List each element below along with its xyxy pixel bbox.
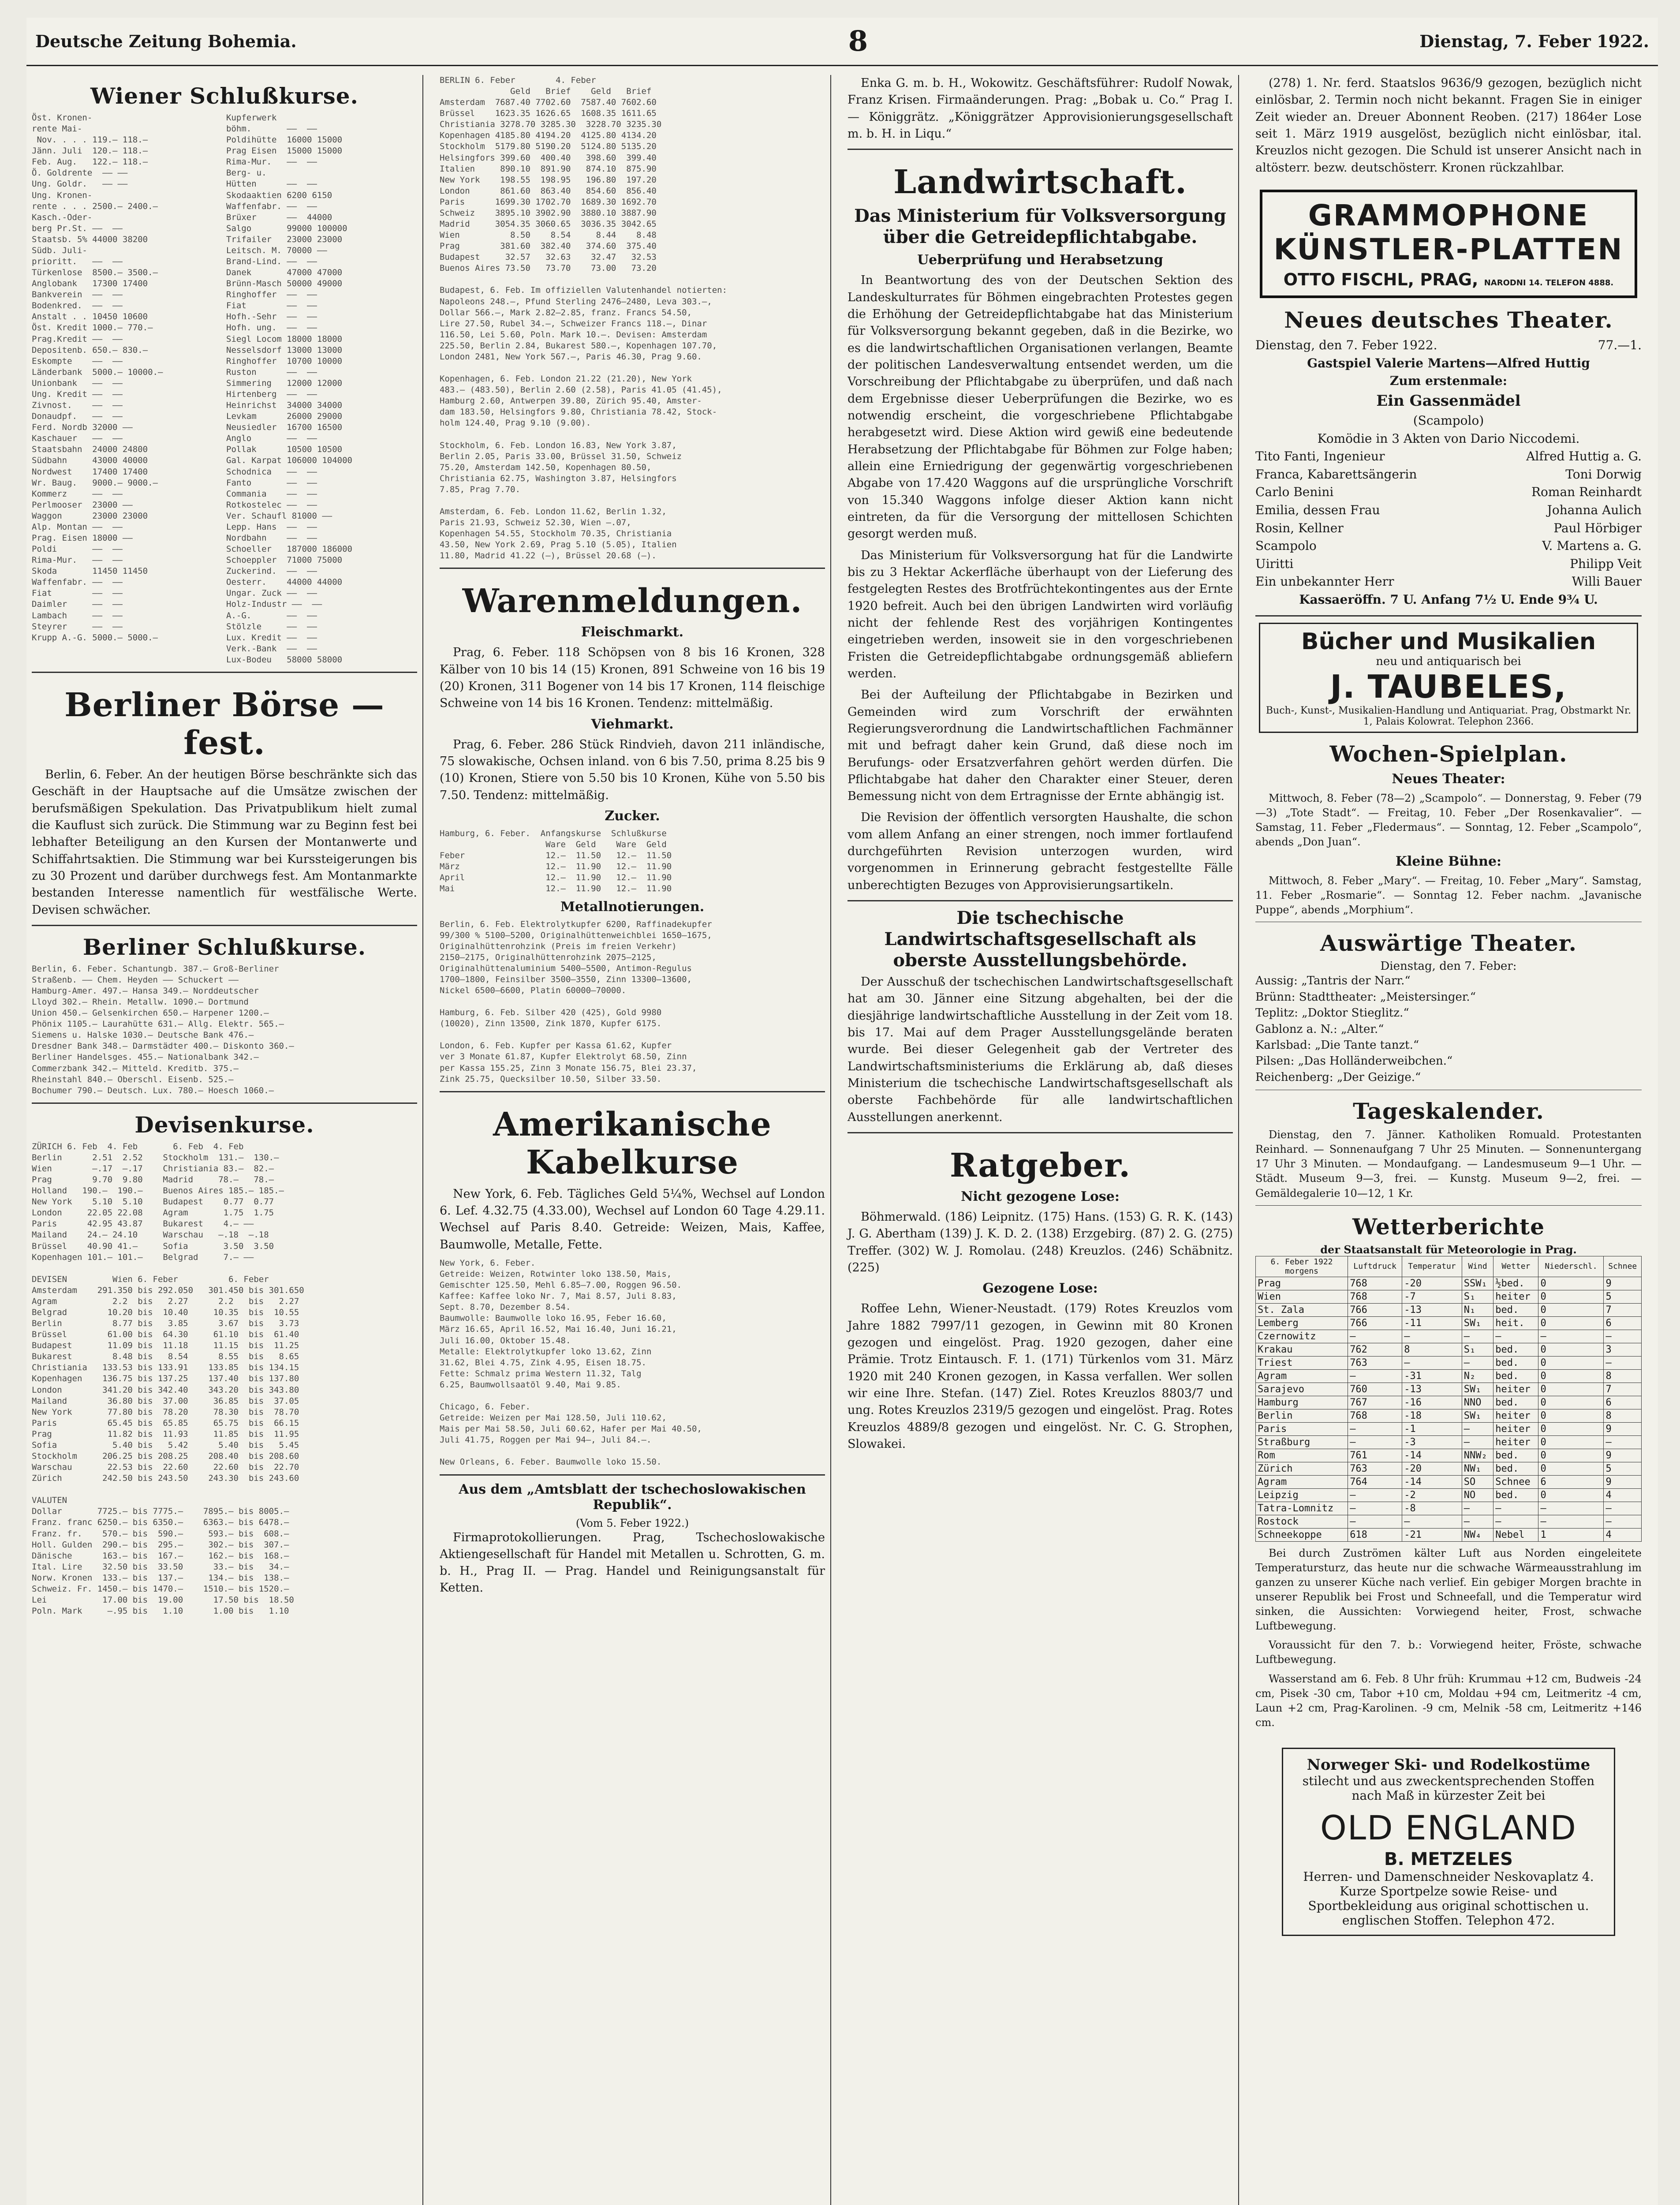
divider <box>847 900 1233 901</box>
weather-table: 6. Feber 1922 morgens Luftdruck Temperatur Wind Wetter Niederschl. Schnee Prag 768 -20 SSW₁ ½bed. 0 9 Wien 768 -7 S₁ heiter 0 5 St. Zala 766 -13 N₁ bed. 0 7 Lemberg 766 -11 SW₁ heit. 0 6 Czernowitz — — — — — — Krakau 762 8 S₁ bed. 0 3 Triest 763 — — bed. 0 — Agram — -31 N₂ bed. 0 8 Sarajevo 760 -13 SW₁ heiter 0 7 Hamburg 767 -16 NNO bed. 0 6 Berlin 768 -18 SW₁ heiter 0 8 Paris — -1 — heiter 0 9 Straßburg — -3 — heiter 0 — Rom 761 -14 NNW₂ bed. 0 9 Zürich 763 -20 NW₁ bed. 0 5 Agram 764 -14 SO Schnee 6 9 Leipzig — -2 NO bed. 0 4 Tatra-Lomnitz — -8 — — — — Rostock — — — — — — Schneekoppe 618 -21 NW₄ Nebel 1 4 <box>1255 1256 1642 1542</box>
amerika-text: New York, 6. Feb. Tägliches Geld 5¼%, Wechsel auf London 6. Lef. 4.32.75 (4.33.00), Wechsel auf London 60 Tage 4.29.11. Wechsel auf Paris 8.40. Getreide: Weizen, Mais, Kaffee, Baumwolle, Metalle, Fette. <box>440 1187 825 1252</box>
subsection-gezogene: Gezogene Lose: <box>982 1281 1098 1297</box>
stock-ticker-right: Kupferwerk böhm. —— —— Poldihütte 16000 15000 Prag Eisen 15000 15000 Rima-Mur. —— —— Berg- u. Hütten —— —— Skodaaktien 6200 6150 Waffenfabr. —— —— Brüxer —— 44000 Salgo 99000 100000 Trifailer 23000 23000 Leitsch. M. 70000 —— Brand-Lind. —— —— Danek 47000 47000 Brünn-Masch 50000 49000 Ringhoffer —— —— Fiat —— —— Hofh.-Sehr —— —— Hofh. ung. —— —— Siegl Locom 18000 18000 Nesselsdorf 13000 13000 Ringhoffer 10700 10000 Ruston —— —— Simmering 12000 12000 Hirtenberg —— —— Heinrichst 34000 34000 Levkam 26000 29000 Neusiedler 16700 16500 Anglo —— —— Pollak 10500 10500 Gal. Karpat 106000 104000 Schodnica —— —— Fanto —— —— Commania —— —— Rotkostelec —— —— Ver. Schaufl 81000 —— Lepp. Hans —— —— Nordbahn —— —— Schoeller 187000 186000 Schoeppler 71000 75000 Zuckerind. —— —— Oesterr. 44000 44000 Ungar. Zuck —— —— Holz-Industr —— —— A.-G. —— —— Stölzle —— —— Lux. Kredit —— —— Verk.-Bank —— —— Lux-Bodeu 58000 58000 <box>226 113 352 665</box>
article-paragraph-3: Bei der Aufteilung der Pflichtabgabe in Bezirken und Gemeinden wird zum Vorschrift der erwähnten Regierungsverordnung die Landwirtschaftlichen Fachmänner mit und befragt daher kein Grund, daß diese noch im Berufungs- oder Ersatzverfahren gehört werden dürfen. Die Pflichtabgabe hat daher den Charakter einer Steuer, deren Bemessung nicht von dem Ertragnisse der Ernte abhängig ist. <box>847 688 1233 804</box>
article-paragraph-1: In Beantwortung des von der Deutschen Sektion des Landeskulturrates für Böhmen eingebrachten Protestes gegen die Erhöhung der Getreidepflichtabgabe hat das Ministerium für Volksversorgung bekannt gegeben, daß in die Bezirke, wo es die landwirtschaftlichen Organisationen verlangen, Beamte der politischen Landesverwaltung entsendet werden, um die Vorschreibung der Pflichtabgabe zu überprüfen, und daß nach dem Ergebnisse dieser Ueberprüfungen die Bezirke, wo es notwendig erscheint, die vorgeschriebene Pflichtabgabe herabgesetzt wird. Diese Aktion wird gewiß eine bedeutende Herabsetzung der Pflichtabgabe für Böhmen zur Folge haben; allein eine Erniedrigung der gegenwärtig vorgeschriebenen Abgabe von 17.420 Waggons auf die ursprüngliche Vorschrift von 15.340 Waggons infolge dieser Aktion kann nicht eintreten, da für die Versorgung der mittellosen Schichten gesorgt werden muß. <box>847 273 1233 541</box>
advert-line: OTTO FISCHL, PRAG, NARODNI 14. TELEFON 4888. <box>1283 269 1614 289</box>
auswaertige-list <box>1255 973 1642 1085</box>
weather-row: Paris — -1 — heiter 0 9 <box>1256 1422 1642 1435</box>
section-title-warenmeldungen: Warenmeldungen. <box>462 582 803 620</box>
weather-row: Prag 768 -20 SSW₁ ½bed. 0 9 <box>1256 1277 1642 1290</box>
weather-row: Triest 763 — — bed. 0 — <box>1256 1356 1642 1369</box>
devisenkurse-table: ZÜRICH 6. Feb 4. Feb 6. Feb 4. Feb Berlin 2.51 2.52 Stockholm 131.— 130.— Wien —.17 —.17 Christiania 83.— 82.— Prag 9.70 9.80 Madrid 78.— 78.— Holland 190.— 190.— Buenos Aires 185.— 185.— New York 5.10 5.10 Budapest 0.77 0.77 London 22.05 22.08 Agram 1.75 1.75 Paris 42.95 43.87 Bukarest 4.— —— Mailand 24.— 24.10 Warschau —.18 —.18 Brüssel 40.90 41.— Sofia 3.50 3.50 Kopenhagen 101.— 101.— Belgrad 7.— —— DEVISEN Wien 6. Feber 6. Feber Amsterdam 291.350 bis 292.050 301.450 bis 301.650 Agram 2.2 bis 2.27 2.2 bis 2.27 Belgrad 10.20 bis 10.40 10.35 bis 10.55 Berlin 8.77 bis 3.85 3.67 bis 3.73 Brüssel 61.00 bis 64.30 61.10 bis 61.40 Budapest 11.09 bis 11.18 11.15 bis 11.25 Bukarest 8.48 bis 8.54 8.55 bis 8.65 Christiania 133.53 bis 133.91 133.85 bis 134.15 Kopenhagen 136.75 bis 137.25 137.40 bis 137.80 London 341.20 bis 342.40 343.20 bis 343.80 Mailand 36.80 bis 37.00 36.85 bis 37.05 New York 77.80 bis 78.20 78.30 bis 78.70 Paris 65.45 bis 65.85 65.75 bis 66.15 Prag 11.82 bis 11.93 11.85 bis 11.95 Sofia 5.40 bis 5.42 5.40 bis 5.45 Stockholm 206.25 bis 208.25 208.40 bis 208.60 Warschau 22.53 bis 22.60 22.60 bis 22.70 Zürich 242.50 bis 243.50 243.30 bis 243.60 VALUTEN Dollar 7725.— bis 7775.— 7895.— bis 8005.— Franz. franc 6250.— bis 6350.— 6363.— bis 6478.— Franz. fr. 570.— bis 590.— 593.— bis 608.— Holl. Gulden 290.— bis 295.— 302.— bis 307.— Dänische 163.— bis 167.— 162.— bis 168.— Ital. Lire 32.50 bis 33.50 33.— bis 34.— Norw. Kronen 133.— bis 137.— 134.— bis 138.— Schweiz. Fr. 1450.— bis 1470.— 1510.— bis 1520.— Lei 17.00 bis 19.00 17.50 bis 18.50 Poln. Mark —.95 bis 1.10 1.00 bis 1.10 <box>32 1141 304 1616</box>
weather-row: Straßburg — -3 — heiter 0 — <box>1256 1435 1642 1449</box>
divider <box>32 925 417 926</box>
section-title-tageskalender: Tageskalender. <box>1353 1098 1544 1125</box>
zucker-table: Hamburg, 6. Feber. Anfangskurse Schlußkurse Ware Geld Ware Geld Feber 12.— 11.50 12.— 11.50 März 12.— 11.90 12.— 11.90 April 12.— 11.90 12.— 11.90 Mai 12.— 11.90 12.— 11.90 <box>440 829 672 894</box>
divider <box>847 1132 1233 1133</box>
newspaper-page <box>26 18 1658 2205</box>
subsection-zucker: Zucker. <box>605 808 660 824</box>
berlin-devisen-table: BERLIN 6. Feber 4. Feber Geld Brief Geld Brief Amsterdam 7687.40 7702.60 7587.40 7602.60 Brüssel 1623.35 1626.65 1608.35 1611.65 Christiania 3278.70 3285.30 3228.70 3235.30 Kopenhagen 4185.80 4194.20 4125.80 4134.20 Stockholm 5179.80 5190.20 5124.80 5135.20 Helsingfors 399.60 400.40 398.60 399.40 Italien 890.10 891.90 874.10 875.90 New York 198.55 198.95 196.80 197.20 London 861.60 863.40 854.60 856.40 Paris 1699.30 1702.70 1689.30 1692.70 Schweiz 3895.10 3902.90 3880.10 3887.90 Madrid 3054.35 3060.65 3036.35 3042.65 Wien 8.50 8.54 8.44 8.48 Prag 381.60 382.40 374.60 375.40 Budapest 32.57 32.63 32.47 32.53 Buenos Aires 73.50 73.70 73.00 73.20 Budapest, 6. Feb. Im offiziellen Valutenhandel notierten: Napoleons 248.—, Pfund Sterling 2476—2480, Leva 303.—, Dollar 566.—, Mark 2.82—2.85, franz. Francs 54.50, Lire 27.50, Rubel 34.—, Schweizer Francs 118.—, Dinar 116.50, Lei 5.60, Poln. Mark 10.—. Devisen: Amsterdam 225.50, Berlin 2.84, Bukarest 580.—, Kopenhagen 107.70, London 2481, New York 567.—, Paris 46.30, Prag 9.60. Kopenhagen, 6. Feb. London 21.22 (21.20), New York 483.— (483.50), Berlin 2.60 (2.58), Paris 41.05 (41.45), Hamburg 2.60, Antwerpen 39.80, Zürich 95.40, Amster- dam 183.50, Helsingfors 9.80, Christiania 78.42, Stock- holm 124.40, Prag 9.10 (9.00). Stockholm, 6. Feb. London 16.83, New York 3.87, Berlin 2.05, Paris 33.00, Brüssel 31.50, Schweiz 75.20, Amsterdam 142.50, Kopenhagen 80.50, Christiania 62.75, Washington 3.87, Helsingfors 7.85, Prag 7.70. Amsterdam, 6. Feb. London 11.62, Berlin 1.32, Paris 21.93, Schweiz 52.30, Wien —.07, Kopenhagen 54.55, Stockholm 70.35, Christiania 43.50, New York 2.69, Prag 5.10 (5.05), Italien 11.80, Madrid 41.22 (—), Brüssel 20.68 (—). <box>440 75 728 561</box>
section-title-amerikanische-kabelkurse: Amerikanische Kabelkurse <box>493 1105 772 1181</box>
wasserstand-text: Wasserstand am 6. Feb. 8 Uhr früh: Krummau +12 cm, Budweis -24 cm, Pisek -30 cm, Tabor +10 cm, Moldau +94 cm, Leitmeritz -4 cm, Laun +2 cm, Prag-Karolinen. -9 cm, Melnik -58 cm, Leitmeritz +146 cm. <box>1255 1672 1642 1729</box>
weather-date-header: 6. Feber 1922 morgens <box>1256 1256 1348 1277</box>
wetter-text: Bei durch Zuströmen kälter Luft aus Norden eingeleitete Temperatursturz, das heute nur die schwache Wärmeausstrahlung im ganzen zu unserer Küche nach verlief. Ein gebiger Morgen brachte in unserer Republik bei Frost und Schneefall, und die Temperatur wird sinken, die Aussichten: Vorwiegend heiter, Frost, schwache Luftbewegung. <box>1255 1547 1642 1633</box>
auswaertige-item: Teplitz: „Doktor Stieglitz.“ <box>1255 1006 1409 1020</box>
article-subhead: Ueberprüfung und Herabsetzung <box>917 252 1163 268</box>
firmen-intro: Enka G. m. b. H., Wokowitz. Geschäftsführer: Rudolf Nowak, Franz Krisen. Firmaänderungen. Prag: „Bobak u. Co.“ Prag I. — Königgrätz. „Königgrätzer Approvisionierungsgesellschaft m. b. H. in Liqu.“ <box>847 76 1233 141</box>
divider <box>1255 1205 1642 1206</box>
section-title-auswaertige: Auswärtige Theater. <box>1320 930 1577 957</box>
cast-list <box>1255 448 1642 591</box>
cast-row: Franca, Kabarettsängerin Toni Dorwig <box>1255 467 1642 482</box>
divider <box>847 149 1233 150</box>
section-title-wiener-schlusskurse: Wiener Schlußkurse. <box>90 83 358 109</box>
viehmarkt-text: Prag, 6. Feber. 286 Stück Rindvieh, davon 211 inländische, 75 slowakische, Ochsen inland. von 6 bis 7.50, prima 8.25 bis 9 (10) Kronen, Stiere von 5.50 bis 10 Kronen, Kühe von 5.50 bis 7.50. Tendenz: mittelmäßig. <box>440 737 825 802</box>
cast-row: Emilia, dessen Frau Johanna Aulich <box>1255 503 1642 518</box>
weather-row: Rostock — — — — — — <box>1256 1515 1642 1528</box>
metall-table: Berlin, 6. Feb. Elektrolytkupfer 6200, Raffinadekupfer 99/300 % 5100—5200, Originalhüttenweichblei 1650—1675, Originalhüttenrohzink (Preis im freien Verkehr) 2150—2175, Originalhüttenrohzink 2075—2125, Originalhüttenaluminium 5400—5500, Antimon-Regulus 1700—1800, Feinsilber 3500—3550, Zinn 13300—13600, Nickel 6500—6600, Platin 60000—70000. Hamburg, 6. Feb. Silber 420 (425), Gold 9980 (10020), Zinn 13500, Zink 1870, Kupfer 6175. London, 6. Feb. Kupfer per Kassa 61.62, Kupfer ver 3 Monate 61.87, Kupfer Elektrolyt 68.50, Zinn per Kassa 155.25, Zinn 3 Monate 156.75, Blei 23.37, Zink 25.75, Quecksilber 10.50, Silber 33.50. <box>440 919 712 1084</box>
section-title-wetterberichte: Wetterberichte <box>1352 1213 1545 1240</box>
page-number: 8 <box>848 25 868 58</box>
auswaertige-item: Pilsen: „Das Holländerweibchen.“ <box>1255 1054 1453 1068</box>
masthead-date: Dienstag, 7. Feber 1922. <box>1419 31 1649 51</box>
section-title-berliner-boerse: Berliner Börse — fest. <box>64 686 385 762</box>
cast-row: Carlo Benini Roman Reinhardt <box>1255 485 1642 500</box>
auswaertige-item: Aussig: „Tantris der Narr.“ <box>1255 974 1411 988</box>
article-paragraph-5: Der Ausschuß der tschechischen Landwirtschaftsgesellschaft hat am 30. Jänner eine Sitzung abgehalten, bei der die diesjährige landwirtschaftliche Ausstellung in der Zeit vom 18. bis 17. Mai auf dem Prager Ausstellungsgelände beraten wurde. Bei dieser Gelegenheit gab der Vertreter des Landwirtschaftsministeriums die Erklärung ab, daß dieses Ministerium die tschechische Landwirtschaftsgesellschaft als oberste Fachbehörde für alle landwirtschaftlichen Ausstellungen anerkennt. <box>847 975 1233 1124</box>
weather-row: Rom 761 -14 NNW₂ bed. 0 9 <box>1256 1449 1642 1462</box>
advert-line: KÜNSTLER-PLATTEN <box>1273 232 1624 266</box>
wiener-stock-table <box>32 112 417 665</box>
column-2 <box>434 75 831 2205</box>
weather-row: Leipzig — -2 NO bed. 0 4 <box>1256 1488 1642 1502</box>
divider <box>32 1102 417 1104</box>
berliner-schlusskurse-list: Berlin, 6. Feber. Schantungb. 387.— Groß-Berliner Straßenb. —— Chem. Heyden —— Schuckert —— Hamburg-Amer. 497.— Hansa 349.— Norddeutscher Lloyd 302.— Rhein. Metallw. 1090.— Dortmund Union 450.— Gelsenkirchen 650.— Harpener 1200.— Phönix 1105.— Laurahütte 631.— Allg. Elektr. 565.— Siemens u. Halske 1030.— Deutsche Bank 476.— Dresdner Bank 348.— Darmstädter 400.— Diskonto 360.— Berliner Handelsges. 455.— Nationalbank 342.— Commerzbank 342.— Mitteld. Kreditb. 375.— Rheinstahl 840.— Oberschl. Eisenb. 525.— Bochumer 790.— Deutsch. Lux. 780.— Hoesch 1060.— <box>32 964 294 1095</box>
section-title-ratgeber: Ratgeber. <box>950 1147 1131 1185</box>
advert-line: GRAMMOPHONE <box>1308 198 1589 232</box>
page-header <box>26 18 1658 66</box>
article-headline-ministerium: Das Ministerium für Volksversorgung über die Getreidepflichtabgabe. <box>854 206 1226 248</box>
weather-row: Zürich 763 -20 NW₁ bed. 0 5 <box>1256 1462 1642 1475</box>
auswaertige-item: Gablonz a. N.: „Alter.“ <box>1255 1022 1384 1036</box>
subsection-viehmarkt: Viehmarkt. <box>591 716 674 732</box>
ratgeber-continued: (278) 1. Nr. ferd. Staatslos 9636/9 gezogen, bezüglich nicht einlösbar, 2. Termin noch nicht bekannt. Fragen Sie in einiger Zeit wieder an. Dreuer Abonnent Reoben. (217) 1864er Lose seit 1. März 1919 ausgelöst, bezüglich nicht einlösbar, ital. Kreuzlos nicht gezogen. Die Schuld ist unserer Ansicht nach in altösterr. bezw. deutschösterr. Kronen rückzahlbar. <box>1255 76 1642 175</box>
stock-ticker-left: Öst. Kronen- rente Mai- Nov. . . . 119.— 118.— Jänn. Juli 120.— 118.— Feb. Aug. 122.— 118.— Ö. Goldrente —— —— Ung. Goldr. —— —— Ung. Kronen- rente . . . 2500.— 2400.— Kasch.-Oder- berg Pr.St. —— —— Staatsb. 5% 44000 38200 Südb. Juli- prioritt. —— —— Türkenlose 8500.— 3500.— Anglobank 17300 17400 Bankverein —— —— Bodenkred. —— —— Anstalt . . 10450 10600 Öst. Kredit 1000.— 770.— Prag.Kredit —— —— Depositenb. 650.— 830.— Eskompte —— —— Länderbank 5000.— 10000.— Unionbank —— —— Ung. Kredit —— —— Zivnost. —— —— Donaudpf. —— —— Ferd. Nordb 32000 —— Kaschauer —— —— Staatsbahn 24000 24800 Südbahn 43000 40000 Nordwest 17400 17400 Wr. Baug. 9000.— 9000.— Kommerz —— —— Perlmooser 23000 —— Waggon 23000 23000 Alp. Montan —— —— Prag. Eisen 18000 —— Poldi —— —— Rima-Mur. —— —— Skoda 11450 11450 Waffenfabr. —— —— Fiat —— —— Daimler —— —— Lambach —— —— Steyrer —— —— Krupp A.-G. 5000.— 5000.— <box>32 113 163 643</box>
subsection-fleischmarkt: Fleischmarkt. <box>581 624 684 640</box>
weather-row: Agram 764 -14 SO Schnee 6 9 <box>1256 1475 1642 1488</box>
tageskalender-text: Dienstag, den 7. Jänner. Katholiken Romuald. Protestanten Reinhard. — Sonnenaufgang 7 Uhr 25 Minuten. — Sonnenuntergang 17 Uhr 3 Minuten. — Mondaufgang. — Landesmuseum 9—1 Uhr. — Städt. Museum 9—3, frei. — Kunstg. Museum 9—2, frei. — Gemäldegalerie 10—12, 1 Kr. <box>1255 1129 1642 1200</box>
ratgeber-text-1: Böhmerwald. (186) Leipnitz. (175) Hans. (153) G. R. K. (143) J. G. Abertham (139) J. K. D. 2. (138) Erzgebirg. (87) 2. G. (275) Treffer. (302) W. J. Romolau. (248) Kreuzlos. (246) Schäbnitz. (225) <box>847 1210 1233 1275</box>
weather-row: Krakau 762 8 S₁ bed. 0 3 <box>1256 1343 1642 1356</box>
wochen-text-2: Mittwoch, 8. Feber „Mary“. — Freitag, 10. Feber „Mary“. Samstag, 11. Feber „Rosmarie“. — Sonntag 12. Feber nachm. „Javanische Puppe“, abends „Morphium“. <box>1255 875 1642 916</box>
old-england-advert: Norweger Ski- und Rodelkostüme stilecht und aus zweckentsprechenden Stoffen nach Maß in kürzester Zeit bei OLD ENGLAND B. METZELES Herren- und Damenschneider Neskovaplatz 4. Kurze Sportpelze sowie Reise- und Sportbekleidung aus original schottischen u. englischen Stoffen. Telephon 472. <box>1282 1748 1615 1936</box>
grammophone-advert <box>1260 190 1637 298</box>
subsection-kleine-buehne: Kleine Bühne: <box>1395 854 1502 870</box>
cast-row: Ein unbekannter Herr Willi Bauer <box>1255 574 1642 589</box>
column-4 <box>1250 75 1647 2205</box>
article-paragraph-2: Das Ministerium für Volksversorgung hat für die Landwirte bis zu 3 Hektar Ackerfläche überhaupt von der Lieferung des festgelegten Restes des Brotfrüchtekontingentes aus der Ernte 1920 befreit. Auch bei den übrigen Landwirten wird vorläufig nicht der fehlende Rest des vorjährigen Kontingentes eingetrieben werden, insoweit sie in den vorgeschriebenen Fristen die Getreidepflichtabgabe ordnungsgemäß abliefern werden. <box>847 548 1233 680</box>
section-title-wochen-spielplan: Wochen-Spielplan. <box>1329 740 1568 767</box>
subsection-metallnotierungen: Metallnotierungen. <box>560 899 705 915</box>
amtsblatt-text: Firmaprotokollierungen. Prag, Tschechoslowakische Aktiengesellschaft für Handel mit Metallen u. Schrotten, G. m. b. H., Prag II. — Prag. Handel und Reinigungsanstalt für Ketten. <box>440 1530 825 1595</box>
masthead-left: Deutsche Zeitung Bohemia. <box>35 31 297 51</box>
auswaertige-item: Brünn: Stadttheater: „Meistersinger.“ <box>1255 990 1476 1004</box>
cast-row: Rosin, Kellner Paul Hörbiger <box>1255 520 1642 535</box>
auswaertige-item: Karlsbad: „Die Tante tanzt.“ <box>1255 1038 1419 1052</box>
subsection-nicht-gezogene: Nicht gezogene Lose: <box>961 1189 1120 1205</box>
wetter-vorhersage: Voraussicht für den 7. b.: Vorwiegend heiter, Fröste, schwache Luftbewegung. <box>1255 1639 1642 1666</box>
ratgeber-text-2: Roffee Lehn, Wiener-Neustadt. (179) Rotes Kreuzlos vom Jahre 1882 7997/11 gezogen, in Gewinn mit 80 Kronen gezogen und eingelöst. Prag. 1920 gezogen, daher eine Prämie. Trotz Eintausch. F. 1. (171) Türkenlos vom 31. März 1920 mit 240 Kronen gezogen, in Kassa verfallen. Wer sollen wir eine Ihre. Stefan. (147) Ziel. Rotes Kreuzlos 8803/7 und ung. Rotes Kreuzlos 2319/5 gezogen und eingelöst. Prag. Rotes Kreuzlos 4889/8 gezogen und eingelöst. Nr. C. G. Strophen, Slowakei. <box>847 1302 1233 1451</box>
section-title-theater: Neues deutsches Theater. <box>1284 306 1613 333</box>
berliner-boerse-text: Berlin, 6. Feber. An der heutigen Börse beschränkte sich das Geschäft in der Hauptsache auf die Umsätze zwischen der berufsmäßigen Spekulation. Das Privatpublikum hielt zumal die Kauflust sich zurück. Die Stimmung war zu Beginn fest bei lebhafter Beteiligung an den Kursen der Montanwerte und Schiffahrtsaktien. Die Stimmung war bei Kurssteigerungen bis zu 30 Prozent und darüber durchwegs fest. Am Montanmarkte bestanden Interesse namentlich für westfälische Werte. Devisen schwächer. <box>32 767 417 917</box>
weather-row: Wien 768 -7 S₁ heiter 0 5 <box>1256 1290 1642 1303</box>
fleischmarkt-text: Prag, 6. Feber. 118 Schöpsen von 8 bis 16 Kronen, 328 Kälber von 10 bis 14 (15) Kronen, 891 Schweine von 16 bis 19 (20) Kronen, 311 Bogener von 14 bis 17 Kronen, 114 fleischige Schweine von 14 bis 16 Kronen. Tendenz: mittelmäßig. <box>440 646 825 710</box>
weather-row: Lemberg 766 -11 SW₁ heit. 0 6 <box>1256 1316 1642 1330</box>
weather-row: Sarajevo 760 -13 SW₁ heiter 0 7 <box>1256 1383 1642 1396</box>
article-headline-tschechische: Die tschechische Landwirtschaftsgesellschaft als oberste Ausstellungsbehörde. <box>884 908 1196 971</box>
article-paragraph-4: Die Revision der öffentlich versorgten Haushalte, die schon vom allem Anfang an einer strengen, noch immer fortlaufend durchgeführten Revision unterzogen wurden, wird vorgenommen in Erinnerung gebracht festgestellte Fälle unberechtigten Bezuges von Approvisierungsartikeln. <box>847 811 1233 892</box>
divider <box>32 672 417 673</box>
divider <box>440 1474 825 1476</box>
theater-info: Dienstag, den 7. Feber 1922. 77.—1. Gastspiel Valerie Martens—Alfred Huttig Zum erstenmale: Ein Gassenmädel (Scampolo) Komödie in 3 Akten von Dario Niccodemi. Tito Fanti, Ingenieur Alfred Huttig a. G. Franca, Kabarettsängerin Toni Dorwig Carlo Benini Roman Reinhardt Emilia, dessen Frau Johanna Aulich Rosin, Kellner Paul Hörbiger Scampolo V. Martens a. G. Uiritti Philipp Veit Ein unbekannter Herr Willi Bauer Kassaeröffn. 7 U. Anfang 7½ U. Ende 9¾ U. <box>1255 337 1642 607</box>
amtsblatt-title: Aus dem „Amtsblatt der tschechoslowakischen Republik“. <box>459 1481 806 1513</box>
weather-row: Berlin 768 -18 SW₁ heiter 0 8 <box>1256 1409 1642 1422</box>
column-1 <box>26 75 423 2205</box>
column-3 <box>842 75 1239 2205</box>
weather-row: Czernowitz — — — — — — <box>1256 1330 1642 1343</box>
auswaertige-item: Reichenberg: „Der Geizige.“ <box>1255 1070 1421 1084</box>
wetter-subtitle: der Staatsanstalt für Meteorologie in Prag. <box>1320 1243 1577 1256</box>
weather-row: St. Zala 766 -13 N₁ bed. 0 7 <box>1256 1303 1642 1316</box>
weather-row: Schneekoppe 618 -21 NW₄ Nebel 1 4 <box>1256 1528 1642 1541</box>
cast-row: Scampolo V. Martens a. G. <box>1255 538 1642 553</box>
divider <box>440 568 825 569</box>
section-title-berliner-schlusskurse: Berliner Schlußkurse. <box>82 934 366 960</box>
section-title-landwirtschaft: Landwirtschaft. <box>893 163 1187 202</box>
amerika-ticker: New York, 6. Feber. Getreide: Weizen, Rotwinter loko 138.50, Mais, Gemischter 125.50, Mehl 6.85—7.00, Roggen 96.50. Kaffee: Kaffee loko Nr. 7, Mai 8.57, Juli 8.83, Sept. 8.70, Dezember 8.54. Baumwolle: Baumwolle loko 16.95, Feber 16.60, März 16.65, April 16.52, Mai 16.40, Juni 16.21, Juli 16.00, Oktober 15.48. Metalle: Elektrolytkupfer loko 13.62, Zinn 31.62, Blei 4.75, Zink 4.95, Eisen 18.75. Fette: Schmalz prima Western 11.32, Talg 6.25, Baumwollsaatöl 9.40, Mai 9.85. Chicago, 6. Feber. Getreide: Weizen per Mai 128.50, Juli 110.62, Mais per Mai 58.50, Juli 60.62, Hafer per Mai 40.50, Juli 41.75, Roggen per Mai 94—, Juli 84.—. New Orleans, 6. Feber. Baumwolle loko 15.50. <box>440 1258 702 1467</box>
auswaertige-date: Dienstag, den 7. Feber: <box>1380 960 1517 973</box>
cast-row: Uiritti Philipp Veit <box>1255 556 1642 571</box>
subsection-neues-theater: Neues Theater: <box>1392 771 1505 787</box>
divider <box>1255 615 1642 617</box>
cast-row: Tito Fanti, Ingenieur Alfred Huttig a. G. <box>1255 449 1642 464</box>
weather-row: Agram — -31 N₂ bed. 0 8 <box>1256 1369 1642 1383</box>
divider <box>440 1091 825 1092</box>
taubeles-advert: Bücher und Musikalien neu und antiquarisch bei J. TAUBELES, Buch-, Kunst-, Musikalien-Handlung und Antiquariat. Prag, Obstmarkt Nr. 1, Palais Kolowrat. Telephon 2366. <box>1259 623 1638 733</box>
amtsblatt-date: (Vom 5. Feber 1922.) <box>575 1517 689 1529</box>
weather-row: Hamburg 767 -16 NNO bed. 0 6 <box>1256 1396 1642 1409</box>
weather-row: Tatra-Lomnitz — -8 — — — — <box>1256 1502 1642 1515</box>
section-title-devisenkurse: Devisenkurse. <box>134 1111 314 1138</box>
wochen-text-1: Mittwoch, 8. Feber (78—2) „Scampolo“. — Donnerstag, 9. Feber (79—3) „Tote Stadt“. — Freitag, 10. Feber „Der Rosenkavalier“. — Samstag, 11. Feber „Fledermaus“. — Sonntag, 12. Feber „Scampolo“, abends „Don Juan“. <box>1255 792 1642 848</box>
